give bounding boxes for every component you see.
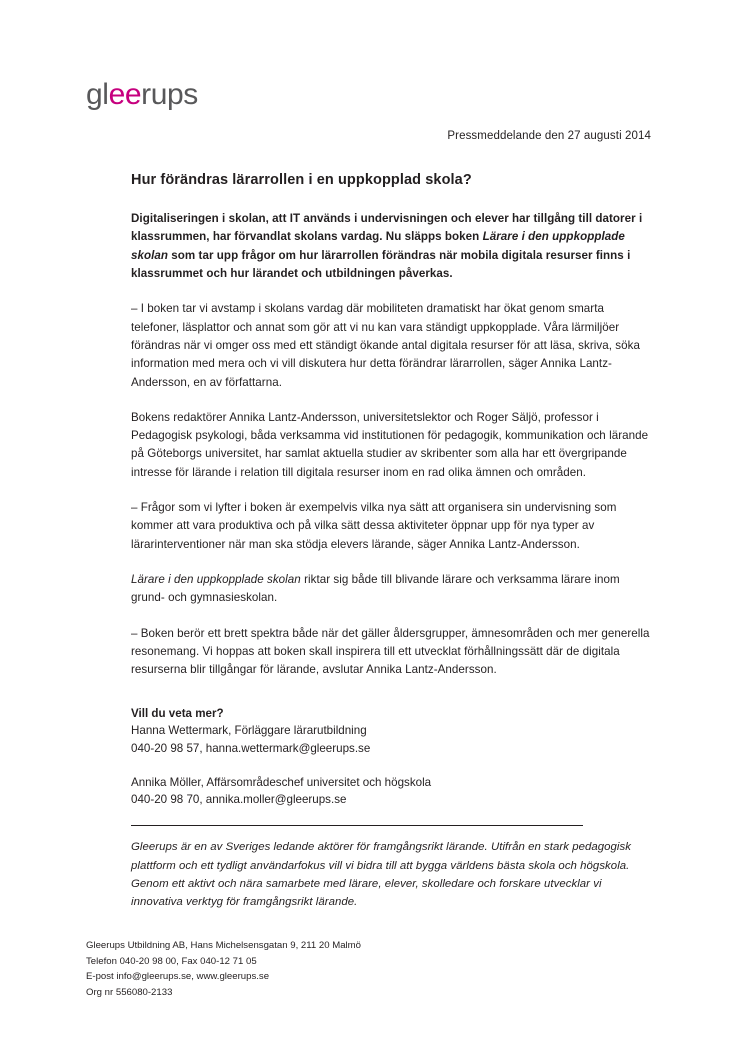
footer-line-phone: Telefon 040-20 98 00, Fax 040-12 71 05 (86, 955, 257, 967)
body-paragraph-4 (131, 571, 651, 608)
logo-part-3: rups (141, 78, 198, 111)
page-title: Hur förändras lärarrollen i en uppkopplad skola? (131, 172, 472, 188)
footer-line-orgnr: Org nr 556080-2133 (86, 986, 173, 998)
book-title-italic: Lärare i den uppkopplade skolan (131, 573, 301, 586)
lead-paragraph (131, 210, 651, 283)
body-paragraph-3: – Frågor som vi lyfter i boken är exempelvis vilka nya sätt att organisera sin undervisning som kommer att vara produktiva och på vilka sätt dessa aktiviteter öppnar upp för nya typer av lärarinterventioner när man ska stödja elevers lärande, säger Annika Lantz-Andersson. (131, 501, 617, 551)
contact-heading: Vill du veta mer? (131, 706, 224, 720)
page-footer (86, 938, 646, 1000)
footer-line-address: Gleerups Utbildning AB, Hans Michelsensgatan 9, 211 20 Malmö (86, 940, 361, 951)
contact-person-2 (131, 774, 651, 810)
divider (131, 825, 583, 826)
lead-text-before: Digitaliseringen i skolan, att IT används i undervisningen och elever har tillgång till datorer i klassrummen, har förvandlat skolans vardag. Nu släpps boken (131, 212, 643, 244)
contact-person-1 (131, 722, 651, 758)
logo-part-1: gl (86, 78, 109, 111)
contact-person-1-name: Hanna Wettermark, Förläggare lärarutbildning (131, 723, 367, 737)
contact-person-1-detail: 040-20 98 57, hanna.wettermark@gleerups.se (131, 741, 371, 755)
press-date-line: Pressmeddelande den 27 augusti 2014 (447, 130, 651, 142)
contact-person-2-detail: 040-20 98 70, annika.moller@gleerups.se (131, 793, 347, 807)
lead-text-after: som tar upp frågor om hur lärarrollen förändras när mobila digitala resurser finns i klassrummet och hur lärandet och utbildningen påverkas. (131, 248, 631, 280)
document-content (131, 130, 651, 911)
contact-person-2-name: Annika Möller, Affärsområdeschef universitet och högskola (131, 775, 432, 789)
footer-line-email: E-post info@gleerups.se, www.gleerups.se (86, 971, 270, 983)
body-paragraph-1: – I boken tar vi avstamp i skolans vardag där mobiliteten dramatiskt har ökat genom smarta telefoner, läsplattor och annat som gör att vi nu kan vara ständigt uppkopplade. Våra lärmiljöer förändras när vi omger oss med ett ständigt ökande antal digitala resurser för att läsa, skriva, söka information med mera och vi vill diskutera hur detta förändrar lärarrollen, säger Annika Lantz-Andersson, en av författarna. (131, 302, 640, 389)
body-paragraph-4-rest: riktar sig både till blivande lärare och verksamma lärare inom grund- och gymnasieskolan. (131, 573, 620, 605)
body-paragraph-2: Bokens redaktörer Annika Lantz-Andersson, universitetslektor och Roger Säljö, professor i Pedagogisk psykologi, båda verksamma vid institutionen för pedagogik, kommunikation och lärande på Göteborgs universitet, har samlat aktuella studier av skribenter som alla har ett övergripande intresse för lärande i relation till digitala resurser inom en rad olika ämnen och områden. (131, 410, 649, 479)
gleerups-logo (86, 78, 198, 112)
logo-part-2-accent: ee (108, 78, 142, 111)
book-title-emphasis: Lärare i den uppkopplade skolan (131, 230, 625, 262)
company-boilerplate: Gleerups är en av Sveriges ledande aktörer för framgångsrikt lärande. Utifrån en stark pedagogisk plattform och ett tydligt användarfokus vill vi bidra till att bygga världens bästa skola och högskola. Genom ett aktivt och nära samarbete med lärare, elever, skolledare och forskare utvecklar vi innovativa verktyg för framgångsrikt lärande. (131, 841, 631, 909)
body-paragraph-5: – Boken berör ett brett spektra både när det gäller åldersgrupper, ämnesområden och mer generella resonemang. Vi hoppas att boken skall inspirera till ett utvecklat förhållningssätt där de digitala resurserna blir tillgångar för lärande, avslutar Annika Lantz-Andersson. (131, 626, 650, 677)
